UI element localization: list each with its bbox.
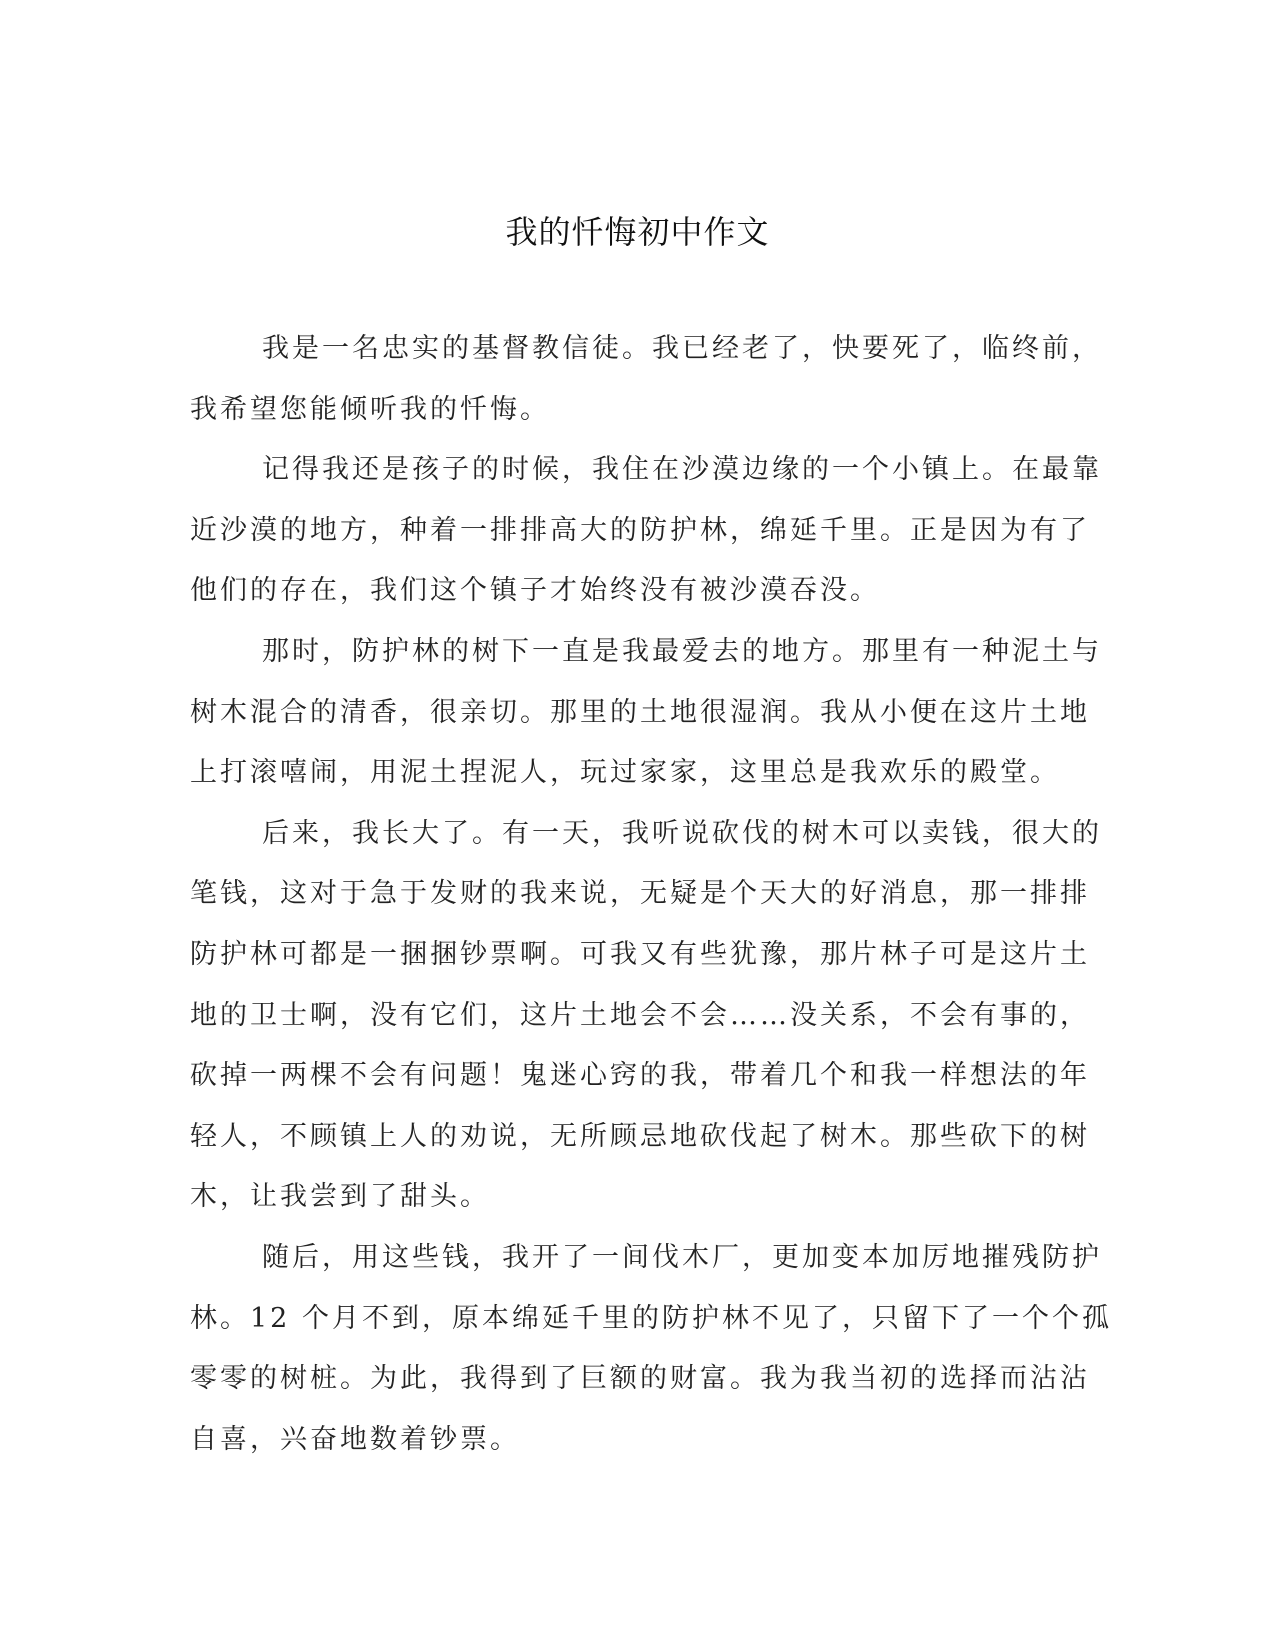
paragraph-line: 地的卫士啊，没有它们，这片土地会不会……没关系，不会有事的， (190, 999, 1090, 1031)
paragraph-line: 轻人，不顾镇上人的劝说，无所顾忌地砍伐起了树木。那些砍下的树 (190, 1120, 1090, 1152)
paragraph (190, 804, 1102, 1228)
paragraph (190, 1228, 1112, 1470)
paragraph-line: 砍掉一两棵不会有问题！鬼迷心窍的我，带着几个和我一样想法的年 (190, 1060, 1090, 1092)
paragraph-line: 林。12 个月不到，原本绵延千里的防护林不见了，只留下了一个个孤 (190, 1302, 1112, 1334)
paragraph-line: 随后，用这些钱，我开了一间伐木厂，更加变本加厉地摧残防护 (262, 1241, 1102, 1273)
document-body (190, 319, 1112, 1470)
paragraph-line: 自喜，兴奋地数着钞票。 (190, 1423, 520, 1455)
paragraph-line: 防护林可都是一捆捆钞票啊。可我又有些犹豫，那片林子可是这片土 (190, 938, 1090, 970)
paragraph-line: 他们的存在，我们这个镇子才始终没有被沙漠吞没。 (190, 575, 880, 607)
paragraph-line: 记得我还是孩子的时候，我住在沙漠边缘的一个小镇上。在最靠 (262, 454, 1102, 486)
paragraph-line: 近沙漠的地方，种着一排排高大的防护林，绵延千里。正是因为有了 (190, 514, 1090, 546)
paragraph-line: 我希望您能倾听我的忏悔。 (190, 393, 550, 425)
page-title: 我的忏悔初中作文 (505, 213, 770, 251)
paragraph-line: 上打滚嘻闹，用泥土捏泥人，玩过家家，这里总是我欢乐的殿堂。 (190, 757, 1060, 789)
paragraph-line: 后来，我长大了。有一天，我听说砍伐的树木可以卖钱，很大的 (262, 817, 1102, 849)
paragraph-line: 树木混合的清香，很亲切。那里的土地很湿润。我从小便在这片土地 (190, 696, 1090, 728)
paragraph (190, 622, 1102, 804)
paragraph (190, 319, 1102, 440)
paragraph-line: 笔钱，这对于急于发财的我来说，无疑是个天大的好消息，那一排排 (190, 878, 1090, 910)
paragraph-line: 木，让我尝到了甜头。 (190, 1181, 490, 1213)
paragraph-line: 我是一名忠实的基督教信徒。我已经老了，快要死了，临终前， (262, 333, 1102, 364)
paragraph (190, 440, 1102, 622)
paragraph-line: 那时，防护林的树下一直是我最爱去的地方。那里有一种泥土与 (262, 635, 1102, 667)
paragraph-line: 零零的树桩。为此，我得到了巨额的财富。我为我当初的选择而沾沾 (190, 1363, 1090, 1395)
